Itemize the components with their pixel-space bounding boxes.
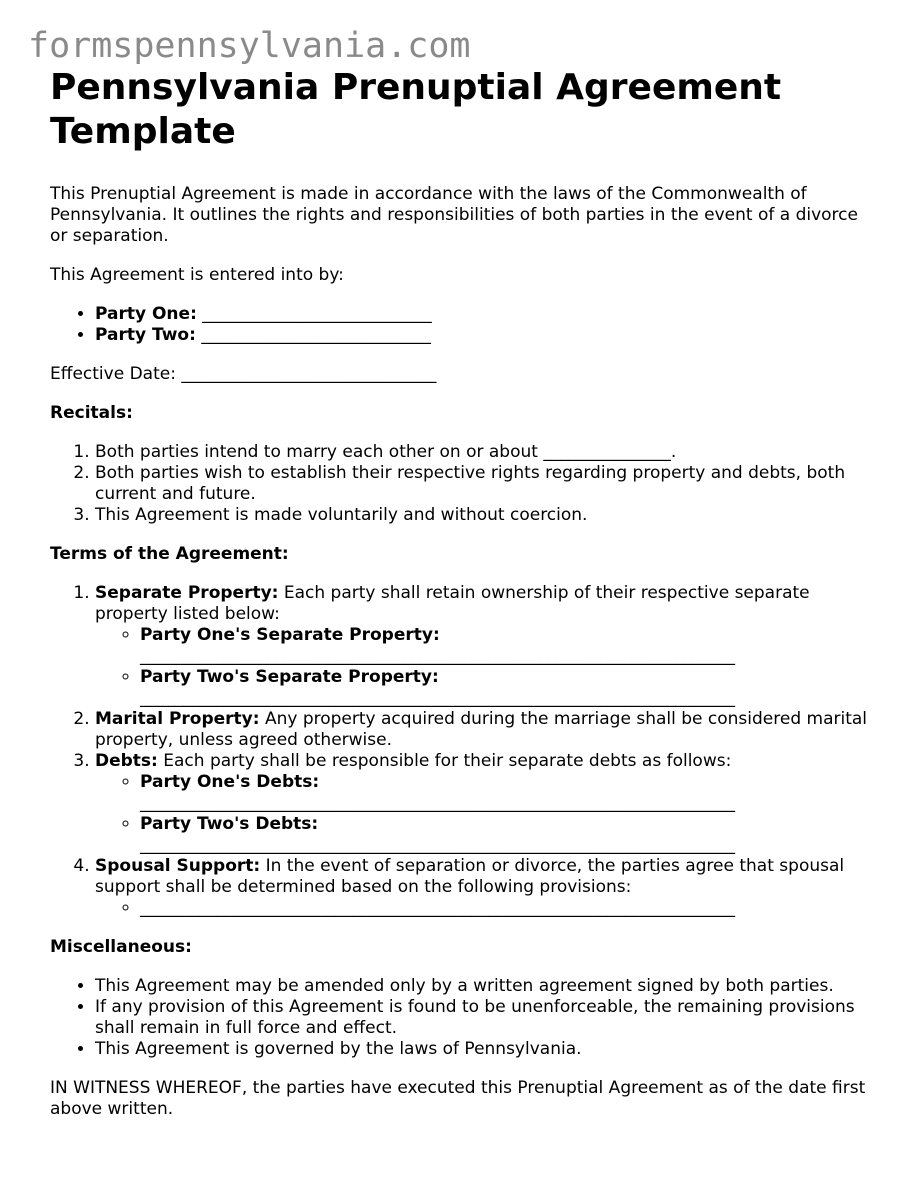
party-one-separate-property-label: Party One's Separate Property:: [140, 625, 440, 645]
terms-heading: Terms of the Agreement:: [50, 544, 289, 564]
misc-list: [50, 976, 870, 1060]
spousal-support-text: In the event of separation or divorce, the parties agree that spousal support shall be determined based on the following provisions:: [95, 856, 845, 897]
debts-sublist: [95, 772, 870, 856]
party-two-item: [95, 325, 870, 346]
debts-label: Debts:: [95, 751, 158, 771]
party-two-debts-blank[interactable]: ______________________________________________________________________: [140, 835, 735, 855]
party-one-debts-label: Party One's Debts:: [140, 772, 320, 792]
parties-list: [50, 304, 870, 346]
page-title: Pennsylvania Prenuptial Agreement Template: [50, 67, 782, 152]
recital-item: 2. Both parties wish to establish their respective rights regarding property and debts, both current and future.: [95, 463, 870, 505]
watermark: formspennsylvania.com: [28, 26, 471, 66]
party-two-debts: [140, 814, 870, 856]
document-body: [50, 66, 870, 1138]
spousal-support-blank[interactable]: ______________________________________________________________________: [140, 898, 735, 918]
spousal-support-provision: [140, 898, 870, 919]
party-two-separate-property-blank[interactable]: ______________________________________________________________________: [140, 688, 735, 708]
party-one-label: Party One:: [95, 304, 197, 324]
separate-property-text: Each party shall retain ownership of their respective separate property listed below:: [95, 583, 810, 624]
party-two-separate-property: [140, 667, 870, 709]
recital-item: 1. Both parties intend to marry each other on or about _______________.: [95, 442, 870, 463]
party-two-blank[interactable]: ___________________________: [201, 325, 431, 345]
party-one-debts: [140, 772, 870, 814]
marital-property-text: Any property acquired during the marriage shall be considered marital property, unless agreed otherwise.: [95, 709, 868, 750]
spousal-support-sublist: [95, 898, 870, 919]
effective-date: Effective Date: ______________________________: [50, 364, 437, 384]
terms-list: [50, 583, 870, 919]
misc-item: • If any provision of this Agreement is found to be unenforceable, the remaining provisions shall remain in full force and effect.: [95, 997, 870, 1039]
intro-paragraph: This Prenuptial Agreement is made in accordance with the laws of the Commonwealth of Pennsylvania. It outlines the rights and responsibilities of both parties in the event of a divorce or separation.: [50, 184, 858, 246]
term-spousal-support: [95, 856, 870, 919]
separate-property-label: Separate Property:: [95, 583, 279, 603]
marital-property-label: Marital Property:: [95, 709, 260, 729]
entered-into-text: This Agreement is entered into by:: [50, 265, 344, 285]
misc-heading: Miscellaneous:: [50, 937, 192, 957]
misc-item: • This Agreement may be amended only by a written agreement signed by both parties.: [95, 976, 870, 997]
term-marital-property: [95, 709, 870, 751]
party-two-debts-label: Party Two's Debts:: [140, 814, 319, 834]
party-one-item: [95, 304, 870, 325]
debts-text: Each party shall be responsible for their separate debts as follows:: [157, 751, 732, 771]
party-one-separate-property: [140, 625, 870, 667]
party-two-label: Party Two:: [95, 325, 196, 345]
term-separate-property: [95, 583, 870, 709]
term-debts: [95, 751, 870, 856]
party-two-separate-property-label: Party Two's Separate Property:: [140, 667, 439, 687]
witness-paragraph: IN WITNESS WHEREOF, the parties have executed this Prenuptial Agreement as of the date first above written.: [50, 1078, 866, 1119]
recital-item: 3. This Agreement is made voluntarily and without coercion.: [95, 505, 870, 526]
spousal-support-label: Spousal Support:: [95, 856, 261, 876]
recitals-list: [50, 442, 870, 526]
party-one-debts-blank[interactable]: ______________________________________________________________________: [140, 793, 735, 813]
separate-property-sublist: [95, 625, 870, 709]
party-one-separate-property-blank[interactable]: ______________________________________________________________________: [140, 646, 735, 666]
recitals-heading: Recitals:: [50, 403, 133, 423]
misc-item: • This Agreement is governed by the laws of Pennsylvania.: [95, 1039, 870, 1060]
party-one-blank[interactable]: ___________________________: [202, 304, 432, 324]
